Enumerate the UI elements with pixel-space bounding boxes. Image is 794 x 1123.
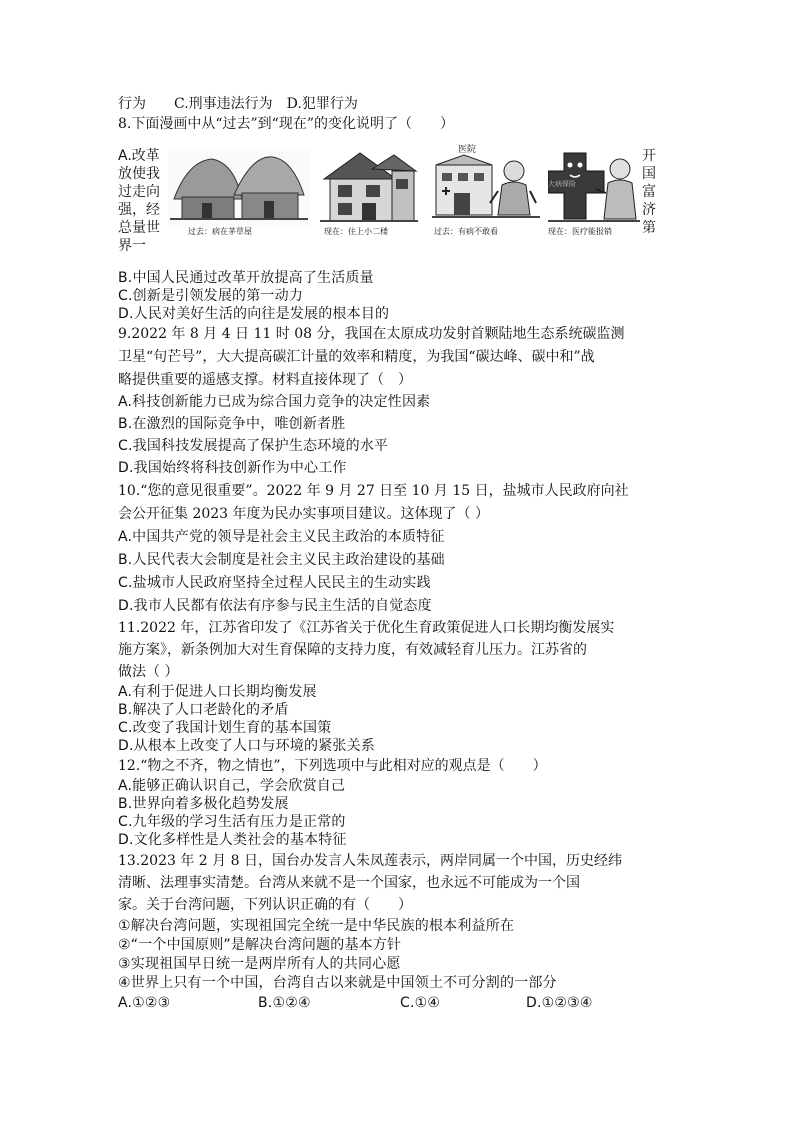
question-13-line-3: 家。关于台湾问题，下列认识正确的有（ ） [118, 897, 412, 913]
question-9-line-3: 略提供重要的遥感支撑。材料直接体现了（ ） [118, 372, 412, 388]
question-13-option-b: B.①②④ [258, 995, 311, 1011]
question-8-option-d: D.人民对美好生活的向往是发展的根本目的 [118, 306, 390, 322]
question-13-line-2: 清晰、法理事实清楚。台湾从来就不是一个国家，也永远不可能成为一个国 [118, 875, 580, 891]
thatched-hut-illustration [168, 149, 310, 227]
question-10-option-c: C.盐城市人民政府坚持全过程人民民主的生动实践 [118, 575, 431, 591]
question-9-option-b: B.在激烈的国际竞争中，唯创新者胜 [118, 416, 346, 432]
question-10-option-d: D.我市人民都有依法有序参与民主生活的自觉态度 [118, 598, 432, 614]
question-13-option-a: A.①②③ [118, 995, 171, 1011]
house-illustration [320, 149, 418, 227]
question-8-option-a-left: A.改革放使我过走向强，经总量世界一 [118, 148, 160, 254]
question-13-statement-3: ③实现祖国早日统一是两岸所有人的共同心愿 [118, 956, 401, 972]
question-8-option-c: C.创新是引领发展的第一动力 [118, 288, 304, 304]
question-11-option-b: B.解决了人口老龄化的矛盾 [118, 702, 289, 718]
question-9-line-2: 卫星“句芒号”，大大提高碳汇计量的效率和精度，为我国“碳达峰、碳中和”战 [118, 349, 595, 365]
comic-caption-4: 现在：医疗能报销 [548, 227, 612, 236]
comic-panel-house [320, 149, 418, 241]
question-9-option-d: D.我国始终将科技创新作为中心工作 [118, 460, 347, 476]
question-11-line-3: 做法（ ） [118, 664, 179, 680]
question-13-statement-1: ①解决台湾问题，实现祖国完全统一是中华民族的根本利益所在 [118, 918, 515, 934]
question-9-option-c: C.我国科技发展提高了保护生态环境的水平 [118, 438, 389, 454]
question-12-stem: 12.“物之不齐，物之情也”，下列选项中与此相对应的观点是（ ） [118, 758, 547, 774]
question-11-line-1: 11.2022 年，江苏省印发了《江苏省关于优化生育政策促进人口长期均衡发展实 [118, 620, 615, 636]
question-11-line-2: 施方案》，新条例加大对生育保障的支持力度，有效减轻育儿压力。江苏省的 [118, 642, 587, 658]
hospital-sign: 医院 [458, 145, 477, 155]
question-13-line-1: 13.2023 年 2 月 8 日，国台办发言人朱凤莲表示，两岸同属一个中国，历史经纬 [118, 853, 622, 869]
question-10-line-1: 10.“您的意见很重要”。2022 年 9 月 27 日至 10 月 15 日，盐城市人民政府向社 [118, 483, 629, 499]
question-12-option-a: A.能够正确认识自己，学会欣赏自己 [118, 778, 346, 794]
question-9-option-a: A.科技创新能力已成为综合国力竞争的决定性因素 [118, 394, 431, 410]
question-13-option-d: D.①②③④ [526, 995, 593, 1011]
comic-panel-hospital [432, 145, 540, 241]
question-13-statement-2: ②“一个中国原则”是解决台湾问题的基本方针 [118, 937, 402, 953]
question-10-option-a: A.中国共产党的领导是社会主义民主政治的本质特征 [118, 529, 445, 545]
question-11-option-c: C.改变了我国计划生育的基本国策 [118, 720, 332, 736]
text-line: 行为 C.刑事违法行为 D.犯罪行为 [118, 96, 358, 112]
comic-caption-2: 现在：住上小二楼 [324, 227, 388, 236]
question-12-option-b: B.世界向着多极化趋势发展 [118, 796, 289, 812]
hospital-illustration [432, 149, 540, 227]
comic-caption-1: 过去：病在茅草屋 [188, 227, 252, 236]
question-12-option-d: D.文化多样性是人类社会的基本特征 [118, 832, 347, 848]
question-8-option-b: B.中国人民通过改革开放提高了生活质量 [118, 270, 374, 286]
comic-panel-insurance [548, 149, 640, 241]
question-12-option-c: C.九年级的学习生活有压力是正常的 [118, 814, 346, 830]
question-8-option-a-right: 开国富济第 [642, 148, 656, 236]
question-9-line-1: 9.2022 年 8 月 4 日 11 时 08 分，我国在太原成功发射首颗陆地生态系统碳监测 [118, 326, 625, 342]
question-11-option-d: D.从根本上改变了人口与环境的紧张关系 [118, 738, 376, 754]
comic-caption-3: 过去：有病不敢看 [434, 227, 498, 236]
question-13-statement-4: ④世界上只有一个中国，台湾自古以来就是中国领土不可分割的一部分 [118, 975, 557, 991]
question-10-option-b: B.人民代表大会制度是社会主义民主政治建设的基础 [118, 552, 445, 568]
question-8-stem: 8.下面漫画中从“过去”到“现在”的变化说明了（ ） [118, 116, 454, 132]
comic-panel-thatched-huts [168, 149, 310, 241]
question-11-option-a: A.有利于促进人口长期均衡发展 [118, 684, 317, 700]
question-13-option-c: C.①④ [400, 995, 441, 1011]
question-10-line-2: 会公开征集 2023 年度为民办实事项目建议。这体现了（ ） [118, 506, 489, 522]
insurance-cross-label: 大病保险 [548, 180, 576, 188]
comic-strip [118, 147, 680, 267]
